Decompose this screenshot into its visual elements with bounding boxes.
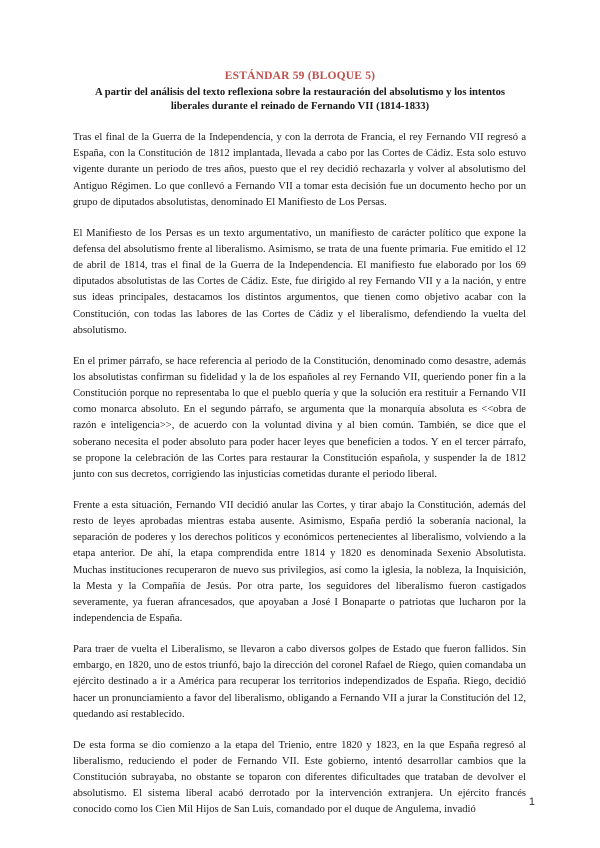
paragraph-6: De esta forma se dio comienzo a la etapa del Trienio, entre 1820 y 1823, en la que España regresó al liberalismo, reduciendo el poder de Fernando VII. Este gobierno, intentó desarrollar cambios que la Constitución subrayaba, no obstante se toparon con diferentes dificultades que trataban de devolver el absolutismo. El sistema liberal acabó derrotado por la intervención extranjera. Un ejército francés conocido como los Cien Mil Hijos de San Luis, comandado por el duque de Angulema, invadió [73, 739, 526, 816]
paragraph-4: Frente a esta situación, Fernando VII decidió anular las Cortes, y tirar abajo la Constitución, además del resto de leyes aprobadas mientras estaba ausente. Asimismo, España perdió la soberanía nacional, la separación de poderes y los derechos políticos y económicos pertenecientes al liberalismo, volviendo a la etapa anterior. De ahí, la etapa comprendida entre 1814 y 1820 es denominada Sexenio Absolutista. Muchas instituciones recuperaron de nuevo sus privilegios, así como la iglesia, la nobleza, la Inquisición, la Mesta y la Compañía de Jesús. Por otra parte, los seguidores del liberalismo fueron castigados severamente, ya fueran afrancesados, que apoyaban a José I Bonaparte o patriotas que lucharon por la independencia de España. [73, 499, 526, 625]
page-number: 1 [528, 796, 535, 808]
paragraph-1: Tras el final de la Guerra de la Independencia, y con la derrota de Francia, el rey Fernando VII regresó a España, con la Constitución de 1812 implantada, llevada a cabo por las Cortes de Cádiz. Esta solo estuvo vigente durante un periodo de tres años, puesto que el rey decidió rechazarla y volver al absolutismo del Antiguo Régimen. Lo que conllevó a Fernando VII a tomar esta decisión fue un documento hecho por un grupo de diputados absolutistas, denominado El Manifiesto de Los Persas. [73, 132, 526, 208]
document-heading: ESTÁNDAR 59 (BLOQUE 5) [224, 70, 376, 82]
paragraph-3: En el primer párrafo, se hace referencia al periodo de la Constitución, denominado como desastre, además los absolutistas confirman su fidelidad y la de los españoles al rey Fernando VII, queriendo poner fin a la Constitución porque no representaba lo que el pueblo quería y que la solución era restituir a Fernando VII como monarca absoluto. En el segundo párrafo, se argumenta que la monarquía absoluta es <<obra de razón e inteligencia>>, de acuerdo con la voluntad divina y al bien común. También, se dice que el soberano necesita el poder absoluto para poder hacer leyes que beneficien a todos. Y en el tercer párrafo, se propone la celebración de las Cortes para restaurar la Constitución española, y suspender la de 1812 junto con sus decretos, corrigiendo las injusticias cometidas durante el periodo liberal. [73, 355, 526, 481]
document-body [73, 130, 526, 833]
paragraph-2: El Manifiesto de los Persas es un texto argumentativo, un manifiesto de carácter político que expone la defensa del absolutismo frente al liberalismo. Asimismo, se trata de una fuente primaria. Fue emitido el 12 de abril de 1814, tras el final de la Guerra de la Independencia. El manifiesto fue elaborado por los 69 diputados absolutistas de las Cortes de Cádiz. Este, fue dirigido al rey Fernando VII y a la nación, y entre sus ideas principales, destacamos los distintos argumentos, que tienen como objetivo acabar con la Constitución, con todas las labores de las Cortes de Cádiz y el liberalismo, defendiendo la vuelta del absolutismo. [73, 227, 526, 336]
paragraph-5: Para traer de vuelta el Liberalismo, se llevaron a cabo diversos golpes de Estado que fueron fallidos. Sin embargo, en 1820, uno de estos triunfó, bajo la dirección del coronel Rafael de Riego, quien comandaba un ejército destinado a ir a América para recuperar los territorios independizados de España. Riego, decidió hacer un pronunciamiento a favor del liberalismo, obligando a Fernando VII a jurar la Constitución del 12, quedando así restablecido. [73, 644, 526, 720]
document-subheading: A partir del análisis del texto reflexiona sobre la restauración del absolutismo y los intentos liberales durante el reinado de Fernando VII (1814-1833) [94, 87, 506, 112]
